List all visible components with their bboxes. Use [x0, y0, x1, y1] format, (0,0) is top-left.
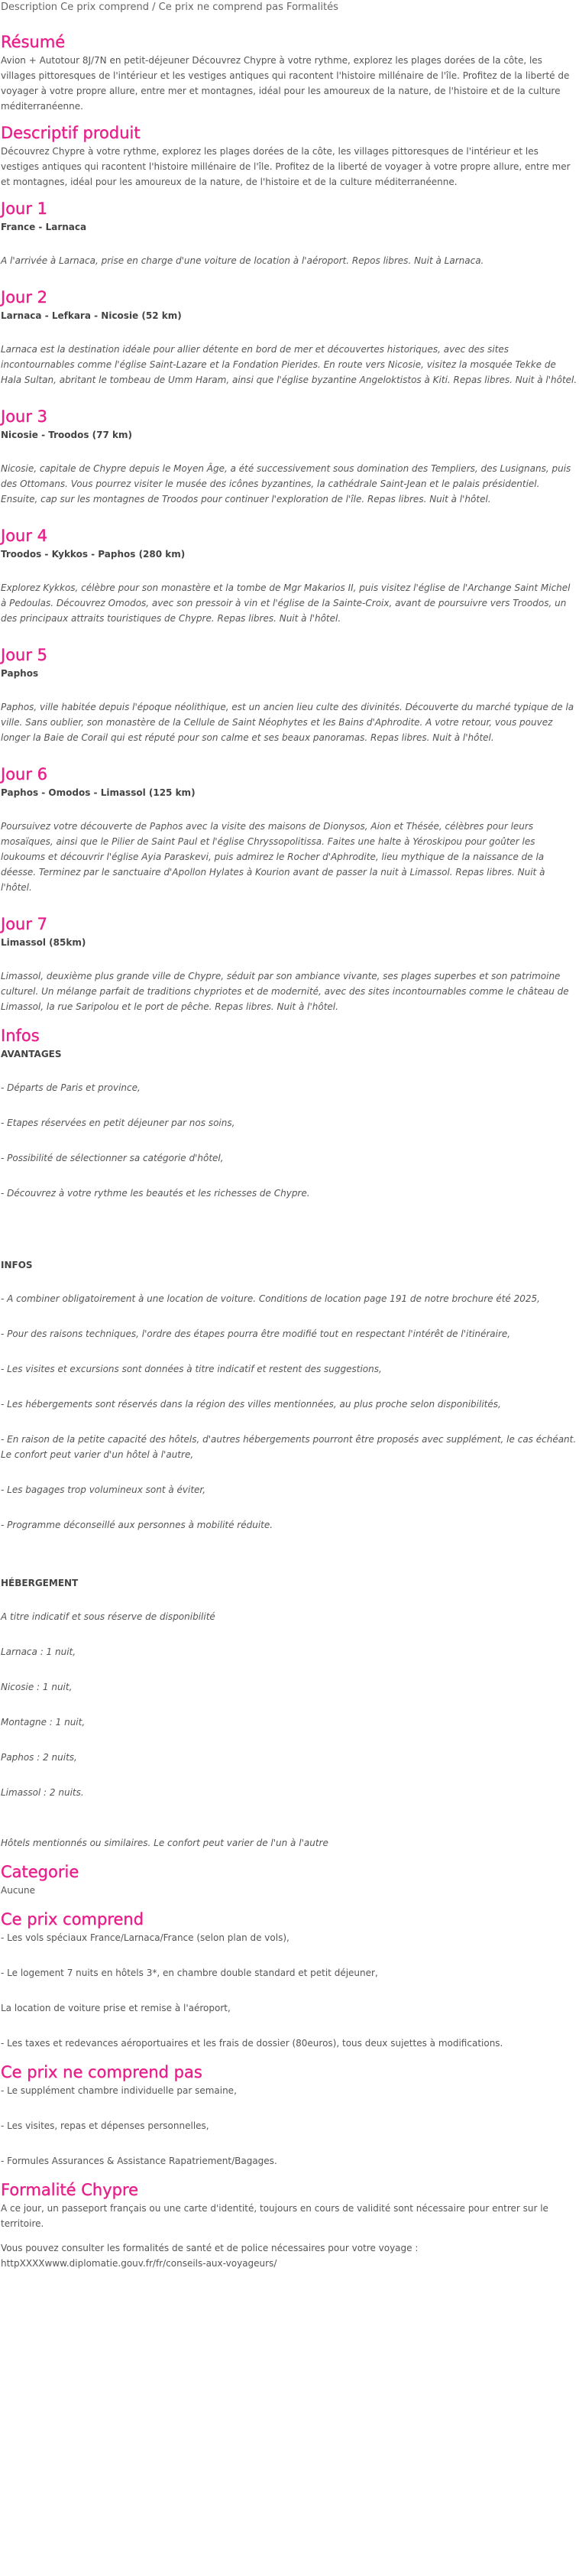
hebergement-item: Montagne : 1 nuit, [1, 1717, 86, 1728]
info-item: - En raison de la petite capacité des hôtels, d'autres hébergements pourront être proposés avec supplément, le cas échéant. Le confort peut varier d'un hôtel à l'autre, [1, 1434, 577, 1460]
hebergement-item: Nicosie : 1 nuit, [1, 1682, 73, 1692]
day-route: Paphos - Omodos - Limassol (125 km) [1, 787, 196, 798]
ne-comprend-heading: Ce prix ne comprend pas [1, 2063, 202, 2081]
day-route: Larnaca - Lefkara - Nicosie (52 km) [1, 310, 182, 321]
avantage-item: - Départs de Paris et province, [1, 1082, 141, 1093]
descriptif-text: Découvrez Chypre à votre rythme, explorez les plages dorées de la côte, les villages pittoresques de l'intérieur et les vestiges antiques qui racontent l'histoire millénaire de l'île. Profitez de la liberté de voyager à votre propre allure, entre mer et montagnes, idéal pour les amoureux de la nature, de l'histoire et de la culture méditerranéenne. [1, 146, 571, 187]
infos-label: INFOS [1, 1260, 33, 1270]
categorie-section [1, 1861, 578, 1898]
day-route: Paphos [1, 668, 39, 679]
comprend-item: La location de voiture prise et remise à l'aéroport, [1, 2003, 231, 2013]
day-text: Nicosie, capitale de Chypre depuis le Moyen Âge, a été successivement sous domination des Templiers, des Lusignans, puis des Ottomans. Vous pourrez visiter le musée des icônes byzantines, la cathédrale Saint-Jean et le palais présidentiel. Ensuite, cap sur les montagnes de Troodos pour continuer l'exploration de l'île. Repas libres. Nuit à l'hôtel. [1, 463, 571, 504]
day-heading: Jour 6 [1, 765, 48, 784]
day-text: Larnaca est la destination idéale pour allier détente en bord de mer et découvertes historiques, avec des sites incontournables comme l'église Saint-Lazare et la Fondation Pierides. En route vers Nicosie, visitez la mosquée Tekke de Hala Sultan, abritant le tombeau de Umm Haram, ainsi que l'église byzantine Angeloktistos à Kiti. Repas libres. Nuit à l'hôtel. [1, 344, 577, 385]
avantage-item: - Découvrez à votre rythme les beautés et les richesses de Chypre. [1, 1188, 310, 1199]
day-route: Limassol (85km) [1, 937, 86, 948]
resume-section [1, 31, 578, 114]
categorie-value: Aucune [1, 1885, 36, 1896]
info-item: - Programme déconseillé aux personnes à mobilité réduite. [1, 1520, 273, 1530]
day-text: Paphos, ville habitée depuis l'époque néolithique, est un ancien lieu culte des divinités. Découverte du marché typique de la ville. Sans oublier, son monastère de la Cellule de Saint Néophytes et les Bains d'Aphrodite. A votre retour, vous pouvez longer la Baie de Corail qui est réputé pour son calme et ses beaux panoramas. Repas libres. Nuit à l'hôtel. [1, 702, 574, 743]
ne-comprend-item: - Les visites, repas et dépenses personnelles, [1, 2120, 209, 2131]
descriptif-section [1, 122, 578, 190]
hebergement-label: HÉBERGEMENT [1, 1578, 79, 1588]
ne-comprend-item: - Le supplément chambre individuelle par semaine, [1, 2085, 237, 2096]
info-item: - Pour des raisons techniques, l'ordre des étapes pourra être modifié tout en respectant l'intérêt de l'itinéraire, [1, 1329, 511, 1339]
formalite-heading: Formalité Chypre [1, 2181, 139, 2199]
day-text: Poursuivez votre découverte de Paphos avec la visite des maisons de Dionysos, Aion et Thésée, célèbres pour leurs mosaïques, ainsi que le Pilier de Saint Paul et l'église Chryssopolitissa. Faites une halte à Yéroskipou pour goûter les loukoums et découvrir l'église Ayia Paraskevi, puis admirez le Rocher d'Aphrodite, lieu mythique de la naissance de la déesse. Terminez par le sanctuaire d'Apollon Hylates à Kourion avant de passer la nuit à Limassol. Repas libres. Nuit à l'hôtel. [1, 821, 545, 893]
day-heading: Jour 4 [1, 527, 48, 545]
day-text: Explorez Kykkos, célèbre pour son monastère et la tombe de Mgr Makarios II, puis visitez l'église de l'Archange Saint Michel à Pedoulas. Découvrez Omodos, avec son pressoir à vin et l'église de la Sainte-Croix, avant de poursuivre vers Troodos, un des principaux attraits touristiques de Chypre. Repas libres. Nuit à l'hôtel. [1, 582, 571, 624]
day-2 [1, 287, 578, 388]
info-item: - Les hébergements sont réservés dans la région des villes mentionnées, au plus proche selon disponibilités, [1, 1399, 501, 1410]
comprend-item: - Les taxes et redevances aéroportuaires et les frais de dossier (80euros), tous deux sujettes à modifications. [1, 2038, 503, 2049]
info-item: - Les visites et excursions sont données à titre indicatif et restent des suggestions, [1, 1364, 382, 1374]
day-3 [1, 406, 578, 507]
info-item: - A combiner obligatoirement à une location de voiture. Conditions de location page 191 de notre brochure été 2025, [1, 1293, 540, 1304]
infos-section [1, 1025, 578, 1851]
day-heading: Jour 5 [1, 646, 48, 664]
comprend-item: - Les vols spéciaux France/Larnaca/France (selon plan de vols), [1, 1932, 290, 1943]
info-item: - Les bagages trop volumineux sont à éviter, [1, 1484, 206, 1495]
ne-comprend-section [1, 2062, 578, 2169]
day-heading: Jour 2 [1, 288, 48, 307]
day-text: A l'arrivée à Larnaca, prise en charge d'une voiture de location à l'aéroport. Repos libres. Nuit à Larnaca. [1, 255, 484, 266]
day-heading: Jour 3 [1, 407, 48, 426]
comprend-heading: Ce prix comprend [1, 1910, 144, 1929]
comprend-item: - Le logement 7 nuits en hôtels 3*, en chambre double standard et petit déjeuner, [1, 1968, 378, 1978]
hebergement-intro: A titre indicatif et sous réserve de disponibilité [1, 1611, 215, 1622]
avantages-label: AVANTAGES [1, 1049, 62, 1059]
day-route: Nicosie - Troodos (77 km) [1, 430, 133, 440]
day-heading: Jour 1 [1, 200, 48, 218]
day-5 [1, 644, 578, 745]
day-text: Limassol, deuxième plus grande ville de Chypre, séduit par son ambiance vivante, ses plages superbes et son patrimoine culturel. Un mélange parfait de traditions chypriotes et de modernité, avec des sites incontournables comme le château de Limassol, la rue Saripolou et le port de pêche. Repas libres. Nuit à l'hôtel. [1, 971, 569, 1012]
day-route: France - Larnaca [1, 222, 87, 232]
avantage-item: - Possibilité de sélectionner sa catégorie d'hôtel, [1, 1153, 224, 1163]
hebergement-note: Hôtels mentionnés ou similaires. Le confort peut varier de l'un à l'autre [1, 1838, 328, 1848]
comprend-section [1, 1909, 578, 2051]
categorie-heading: Categorie [1, 1863, 79, 1881]
hebergement-item: Limassol : 2 nuits. [1, 1787, 84, 1798]
hebergement-item: Paphos : 2 nuits, [1, 1752, 77, 1763]
day-4 [1, 525, 578, 626]
day-1 [1, 198, 578, 268]
ne-comprend-item: - Formules Assurances & Assistance Rapatriement/Bagages. [1, 2156, 277, 2166]
day-7 [1, 913, 578, 1014]
page-title: Description Ce prix comprend / Ce prix ne comprend pas Formalités [1, 2, 338, 13]
day-route: Troodos - Kykkos - Paphos (280 km) [1, 549, 186, 560]
formalite-section [1, 2179, 578, 2271]
avantage-item: - Etapes réservées en petit déjeuner par nos soins, [1, 1118, 235, 1128]
resume-text: Avion + Autotour 8J/7N en petit-déjeuner Découvrez Chypre à votre rythme, explorez les plages dorées de la côte, les villages pittoresques de l'intérieur et les vestiges antiques qui racontent l'histoire millénaire de l'île. Profitez de la liberté de voyager à votre propre allure, entre mer et montagnes, idéal pour les amoureux de la nature, de l'histoire et de la culture méditerranéenne. [1, 55, 570, 112]
resume-heading: Résumé [1, 33, 66, 51]
formalite-link-text: Vous pouvez consulter les formalités de santé et de police nécessaires pour votre voyage : httpXXXXwww.diplomatie.gouv.fr/fr/conseils-aux-voyageurs/ [1, 2243, 419, 2269]
descriptif-heading: Descriptif produit [1, 124, 141, 142]
day-6 [1, 764, 578, 895]
infos-heading: Infos [1, 1027, 40, 1045]
day-heading: Jour 7 [1, 915, 48, 933]
hebergement-item: Larnaca : 1 nuit, [1, 1646, 76, 1657]
formalite-text: A ce jour, un passeport français ou une carte d'identité, toujours en cours de validité sont nécessaire pour entrer sur le territoire. [1, 2203, 548, 2229]
